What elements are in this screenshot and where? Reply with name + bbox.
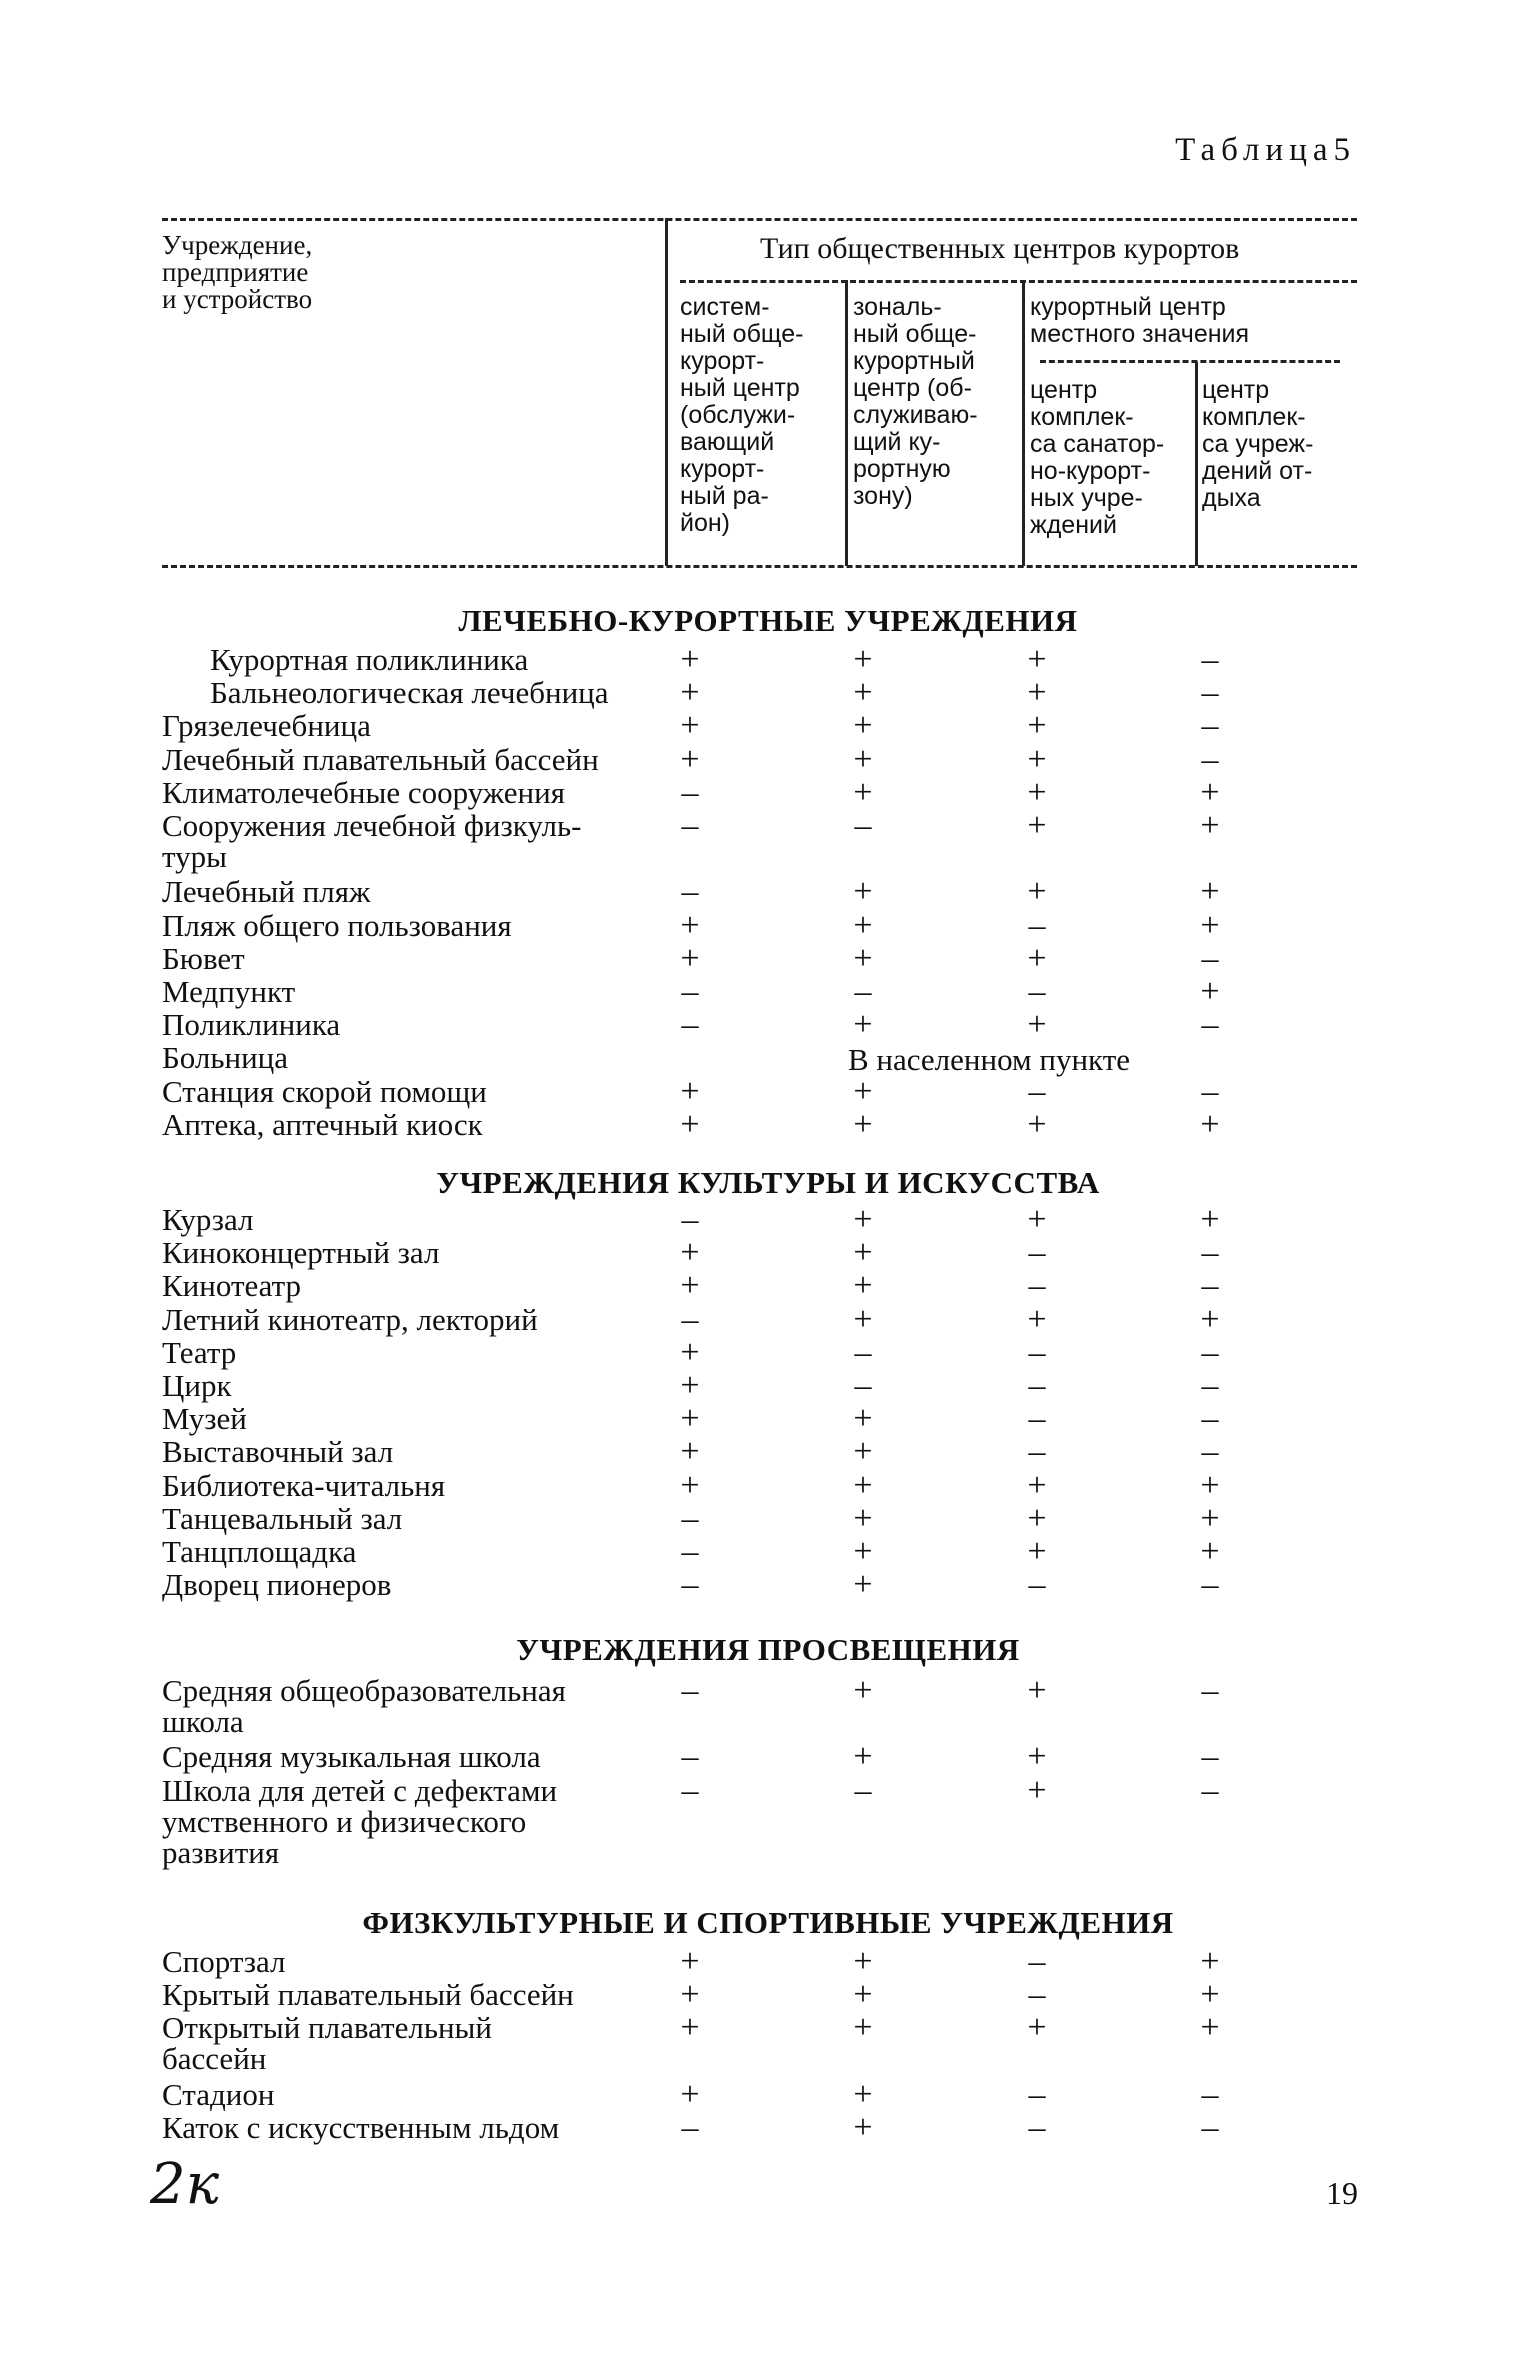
cell-mark-col4: – bbox=[1201, 1073, 1219, 1110]
row-label: Станция скорой помощи bbox=[162, 1074, 487, 1109]
cell-mark-col2: + bbox=[853, 641, 873, 678]
table-row bbox=[0, 2009, 1536, 2076]
cell-mark-col1: + bbox=[680, 940, 700, 977]
cell-mark-col4: + bbox=[1200, 1301, 1220, 1338]
table-row bbox=[0, 1772, 1536, 1870]
section-title: УЧРЕЖДЕНИЯ ПРОСВЕЩЕНИЯ bbox=[516, 1632, 1020, 1667]
cell-mark-col2: – bbox=[854, 1772, 872, 1809]
cell-mark-col2: + bbox=[853, 1738, 873, 1775]
cell-mark-col2: – bbox=[854, 973, 872, 1010]
cell-mark-col2: + bbox=[853, 1301, 873, 1338]
row-label: Курортная поликлиника bbox=[210, 642, 529, 677]
row-label: Поликлиника bbox=[162, 1007, 341, 1042]
cell-mark-col4: – bbox=[1201, 1400, 1219, 1437]
cell-mark-col4: – bbox=[1201, 1672, 1219, 1709]
row-label: Крытый плавательный бассейн bbox=[162, 1977, 574, 2012]
table-row bbox=[0, 907, 1536, 944]
cell-mark-col3: + bbox=[1027, 940, 1047, 977]
table-row bbox=[0, 1976, 1536, 2013]
table-row bbox=[0, 2109, 1536, 2146]
cell-mark-col3: + bbox=[1027, 674, 1047, 711]
cell-mark-col3: + bbox=[1027, 2009, 1047, 2046]
cell-mark-col2: + bbox=[853, 873, 873, 910]
cell-mark-col2: + bbox=[853, 1533, 873, 1570]
row-label: Стадион bbox=[162, 2077, 275, 2112]
row-label: Библиотека-читальня bbox=[162, 1468, 446, 1503]
cell-mark-col2: + bbox=[853, 774, 873, 811]
cell-mark-col4: + bbox=[1200, 1500, 1220, 1537]
cell-mark-col1: + bbox=[680, 2009, 700, 2046]
handwritten-signature: 2к bbox=[150, 2152, 220, 2217]
header-local-rule bbox=[1040, 360, 1340, 363]
cell-mark-col2: + bbox=[853, 2009, 873, 2046]
section-title: УЧРЕЖДЕНИЯ КУЛЬТУРЫ И ИСКУССТВА bbox=[436, 1165, 1100, 1200]
row-label: Средняя общеобразовательная школа bbox=[162, 1673, 566, 1739]
cell-mark-col2: + bbox=[853, 1566, 873, 1603]
cell-mark-col4: + bbox=[1200, 973, 1220, 1010]
cell-mark-col4: + bbox=[1200, 873, 1220, 910]
table-row bbox=[0, 1006, 1536, 1043]
cell-mark-col3: – bbox=[1028, 1943, 1046, 1980]
table-row bbox=[0, 1234, 1536, 1271]
cell-mark-col1: + bbox=[680, 1433, 700, 1470]
cell-mark-col1: + bbox=[680, 1400, 700, 1437]
row-label: Лечебный плавательный бассейн bbox=[162, 742, 599, 777]
header-col-zonal: зональ- ный обще- курортный центр (об- служиваю- щий ку- рортную зону) bbox=[853, 293, 978, 510]
cell-mark-col2: + bbox=[853, 741, 873, 778]
row-label: Выставочный зал bbox=[162, 1434, 394, 1469]
cell-mark-col3: – bbox=[1028, 1367, 1046, 1404]
cell-mark-col1: + bbox=[680, 741, 700, 778]
cell-mark-col2: + bbox=[853, 2076, 873, 2113]
table-row bbox=[0, 1672, 1536, 1739]
cell-mark-col4: – bbox=[1201, 1367, 1219, 1404]
header-divider-col2 bbox=[1022, 280, 1025, 566]
row-label: Курзал bbox=[162, 1202, 254, 1237]
cell-mark-col2: – bbox=[854, 1367, 872, 1404]
cell-mark-col1: – bbox=[681, 1006, 699, 1043]
header-group-title: Тип общественных центров курортов bbox=[760, 232, 1240, 265]
cell-mark-col3: – bbox=[1028, 973, 1046, 1010]
row-label: Аптека, аптечный киоск bbox=[162, 1107, 483, 1142]
row-label: Сооружения лечебной физкуль- туры bbox=[162, 808, 582, 874]
header-divider-col3 bbox=[1195, 362, 1198, 566]
cell-mark-col3: + bbox=[1027, 807, 1047, 844]
cell-mark-col2: + bbox=[853, 940, 873, 977]
table-label: Таблица5 bbox=[1175, 132, 1356, 168]
cell-mark-col3: – bbox=[1028, 907, 1046, 944]
cell-mark-col1: – bbox=[681, 1201, 699, 1238]
table-row bbox=[0, 1738, 1536, 1775]
cell-mark-col4: – bbox=[1201, 674, 1219, 711]
cell-mark-col3: – bbox=[1028, 2109, 1046, 2146]
row-label: Школа для детей с дефектами умственного и физического развития bbox=[162, 1773, 558, 1870]
cell-mark-col1: – bbox=[681, 873, 699, 910]
header-col-local-group: курортный центр местного значения bbox=[1030, 293, 1250, 348]
cell-mark-col3: – bbox=[1028, 1267, 1046, 1304]
cell-mark-col3: + bbox=[1027, 1738, 1047, 1775]
cell-mark-col2: + bbox=[853, 1943, 873, 1980]
cell-mark-col3: – bbox=[1028, 1433, 1046, 1470]
table-row bbox=[0, 1042, 1536, 1075]
cell-mark-col3: – bbox=[1028, 1334, 1046, 1371]
cell-mark-col1: – bbox=[681, 2109, 699, 2146]
cell-mark-col2: + bbox=[853, 1672, 873, 1709]
table-row bbox=[0, 1400, 1536, 1437]
table-row bbox=[0, 707, 1536, 744]
cell-mark-col1: – bbox=[681, 774, 699, 811]
cell-mark-col4: + bbox=[1200, 1976, 1220, 2013]
cell-mark-col4: – bbox=[1201, 741, 1219, 778]
cell-mark-col4: + bbox=[1200, 1533, 1220, 1570]
table-row bbox=[0, 1073, 1536, 1110]
cell-mark-col1: + bbox=[680, 1234, 700, 1271]
page-number: 19 bbox=[1326, 2175, 1358, 2211]
cell-mark-col4: – bbox=[1201, 2076, 1219, 2113]
cell-mark-col1: + bbox=[680, 1367, 700, 1404]
cell-mark-col4: – bbox=[1201, 1006, 1219, 1043]
table-row bbox=[0, 1467, 1536, 1504]
table-row bbox=[0, 1943, 1536, 1980]
cell-mark-col1: + bbox=[680, 1943, 700, 1980]
table-row bbox=[0, 1301, 1536, 1338]
section-title: ФИЗКУЛЬТУРНЫЕ И СПОРТИВНЫЕ УЧРЕЖДЕНИЯ bbox=[362, 1905, 1174, 1940]
cell-mark-col3: + bbox=[1027, 774, 1047, 811]
table-row bbox=[0, 1533, 1536, 1570]
row-label: Грязелечебница bbox=[162, 708, 371, 743]
row-label: Кинотеатр bbox=[162, 1268, 302, 1303]
cell-mark-col2: + bbox=[853, 1467, 873, 1504]
cell-mark-col1: – bbox=[681, 1672, 699, 1709]
cell-mark-col4: + bbox=[1200, 2009, 1220, 2046]
row-label: Цирк bbox=[162, 1368, 232, 1403]
cell-mark-col3: + bbox=[1027, 641, 1047, 678]
cell-mark-col4: – bbox=[1201, 1738, 1219, 1775]
cell-mark-col2: + bbox=[853, 1234, 873, 1271]
row-note: В населенном пункте bbox=[848, 1042, 1130, 1077]
table-row bbox=[0, 1367, 1536, 1404]
row-label: Летний кинотеатр, лекторий bbox=[162, 1302, 538, 1337]
cell-mark-col3: + bbox=[1027, 1533, 1047, 1570]
row-label: Каток с искусственным льдом bbox=[162, 2110, 560, 2145]
cell-mark-col2: + bbox=[853, 1106, 873, 1143]
row-label: Открытый плавательный бассейн bbox=[162, 2010, 492, 2076]
cell-mark-col1: – bbox=[681, 1533, 699, 1570]
cell-mark-col3: + bbox=[1027, 1201, 1047, 1238]
header-bottom-rule bbox=[162, 565, 1357, 568]
table-row bbox=[0, 1267, 1536, 1304]
row-label: Танцевальный зал bbox=[162, 1501, 403, 1536]
cell-mark-col2: + bbox=[853, 1500, 873, 1537]
cell-mark-col2: + bbox=[853, 2109, 873, 2146]
cell-mark-col4: + bbox=[1200, 1943, 1220, 1980]
cell-mark-col2: + bbox=[853, 1073, 873, 1110]
cell-mark-col3: + bbox=[1027, 1672, 1047, 1709]
row-label: Больница bbox=[162, 1040, 289, 1075]
cell-mark-col4: + bbox=[1200, 907, 1220, 944]
cell-mark-col2: + bbox=[853, 674, 873, 711]
cell-mark-col1: – bbox=[681, 973, 699, 1010]
row-label: Бювет bbox=[162, 941, 245, 976]
cell-mark-col1: + bbox=[680, 1267, 700, 1304]
table-row bbox=[0, 641, 1536, 678]
cell-mark-col4: – bbox=[1201, 1234, 1219, 1271]
cell-mark-col3: – bbox=[1028, 1566, 1046, 1603]
cell-mark-col2: + bbox=[853, 707, 873, 744]
cell-mark-col2: + bbox=[853, 1400, 873, 1437]
cell-mark-col3: + bbox=[1027, 1772, 1047, 1809]
cell-mark-col1: + bbox=[680, 707, 700, 744]
cell-mark-col4: + bbox=[1200, 1467, 1220, 1504]
cell-mark-col4: – bbox=[1201, 641, 1219, 678]
table-row bbox=[0, 1433, 1536, 1470]
table-row bbox=[0, 873, 1536, 910]
cell-mark-col1: + bbox=[680, 2076, 700, 2113]
table-row bbox=[0, 741, 1536, 778]
table-row bbox=[0, 1201, 1536, 1238]
cell-mark-col1: + bbox=[680, 674, 700, 711]
cell-mark-col4: – bbox=[1201, 2109, 1219, 2146]
table-row bbox=[0, 674, 1536, 711]
cell-mark-col4: – bbox=[1201, 1566, 1219, 1603]
cell-mark-col1: – bbox=[681, 1772, 699, 1809]
cell-mark-col2: – bbox=[854, 807, 872, 844]
cell-mark-col2: + bbox=[853, 1267, 873, 1304]
row-label: Танцплощадка bbox=[162, 1534, 357, 1569]
row-label: Дворец пионеров bbox=[162, 1567, 392, 1602]
cell-mark-col1: – bbox=[681, 1566, 699, 1603]
cell-mark-col4: – bbox=[1201, 1267, 1219, 1304]
row-label: Музей bbox=[162, 1401, 247, 1436]
cell-mark-col3: – bbox=[1028, 1234, 1046, 1271]
cell-mark-col2: + bbox=[853, 1006, 873, 1043]
cell-mark-col1: + bbox=[680, 1334, 700, 1371]
cell-mark-col3: + bbox=[1027, 741, 1047, 778]
table-row bbox=[0, 940, 1536, 977]
header-col-recreation: центр комплек- са учреж- дений от- дыха bbox=[1202, 376, 1314, 512]
table-row bbox=[0, 807, 1536, 874]
cell-mark-col1: + bbox=[680, 1467, 700, 1504]
row-label: Бальнеологическая лечебница bbox=[210, 675, 609, 710]
row-label: Пляж общего пользования bbox=[162, 908, 512, 943]
cell-mark-col4: – bbox=[1201, 1433, 1219, 1470]
table-row bbox=[0, 774, 1536, 811]
cell-mark-col1: – bbox=[681, 1500, 699, 1537]
row-label: Спортзал bbox=[162, 1944, 286, 1979]
row-label: Театр bbox=[162, 1335, 237, 1370]
table-row bbox=[0, 1500, 1536, 1537]
header-divider-col0 bbox=[665, 218, 668, 566]
table-row bbox=[0, 1566, 1536, 1603]
cell-mark-col4: + bbox=[1200, 807, 1220, 844]
header-top-rule bbox=[162, 218, 1357, 221]
cell-mark-col1: + bbox=[680, 1106, 700, 1143]
cell-mark-col4: + bbox=[1200, 1106, 1220, 1143]
cell-mark-col3: + bbox=[1027, 1106, 1047, 1143]
cell-mark-col2: – bbox=[854, 1334, 872, 1371]
cell-mark-col3: – bbox=[1028, 1400, 1046, 1437]
cell-mark-col4: – bbox=[1201, 707, 1219, 744]
row-label: Лечебный пляж bbox=[162, 874, 371, 909]
cell-mark-col1: + bbox=[680, 641, 700, 678]
cell-mark-col3: + bbox=[1027, 1500, 1047, 1537]
cell-mark-col1: + bbox=[680, 1073, 700, 1110]
cell-mark-col4: + bbox=[1200, 774, 1220, 811]
cell-mark-col3: + bbox=[1027, 1467, 1047, 1504]
cell-mark-col4: – bbox=[1201, 1772, 1219, 1809]
table-row bbox=[0, 2076, 1536, 2113]
cell-mark-col2: + bbox=[853, 907, 873, 944]
cell-mark-col3: + bbox=[1027, 1301, 1047, 1338]
cell-mark-col1: – bbox=[681, 807, 699, 844]
table-row bbox=[0, 1106, 1536, 1143]
cell-mark-col1: – bbox=[681, 1301, 699, 1338]
header-col-sanatorium: центр комплек- са санатор- но-курорт- ных учре- ждений bbox=[1030, 376, 1165, 539]
cell-mark-col3: – bbox=[1028, 2076, 1046, 2113]
cell-mark-col3: + bbox=[1027, 707, 1047, 744]
header-col-institution: Учреждение, предприятие и устройство bbox=[162, 230, 313, 314]
cell-mark-col4: + bbox=[1200, 1201, 1220, 1238]
cell-mark-col3: + bbox=[1027, 1006, 1047, 1043]
cell-mark-col2: + bbox=[853, 1433, 873, 1470]
cell-mark-col1: + bbox=[680, 1976, 700, 2013]
cell-mark-col4: – bbox=[1201, 1334, 1219, 1371]
table-row bbox=[0, 1334, 1536, 1371]
cell-mark-col1: – bbox=[681, 1738, 699, 1775]
cell-mark-col3: – bbox=[1028, 1976, 1046, 2013]
row-label: Средняя музыкальная школа bbox=[162, 1739, 541, 1774]
header-divider-col1 bbox=[845, 280, 848, 566]
cell-mark-col1: + bbox=[680, 907, 700, 944]
header-col-systemic: систем- ный обще- курорт- ный центр (обслужи- вающий курорт- ный ра- йон) bbox=[680, 293, 804, 537]
row-label: Климатолечебные сооружения bbox=[162, 775, 565, 810]
cell-mark-col2: + bbox=[853, 1201, 873, 1238]
section-title: ЛЕЧЕБНО-КУРОРТНЫЕ УЧРЕЖДЕНИЯ bbox=[458, 603, 1078, 638]
cell-mark-col3: + bbox=[1027, 873, 1047, 910]
cell-mark-col4: – bbox=[1201, 940, 1219, 977]
row-label: Киноконцертный зал bbox=[162, 1235, 440, 1270]
table-row bbox=[0, 973, 1536, 1010]
header-group-rule bbox=[680, 280, 1357, 283]
cell-mark-col3: – bbox=[1028, 1073, 1046, 1110]
cell-mark-col2: + bbox=[853, 1976, 873, 2013]
row-label: Медпункт bbox=[162, 974, 296, 1009]
